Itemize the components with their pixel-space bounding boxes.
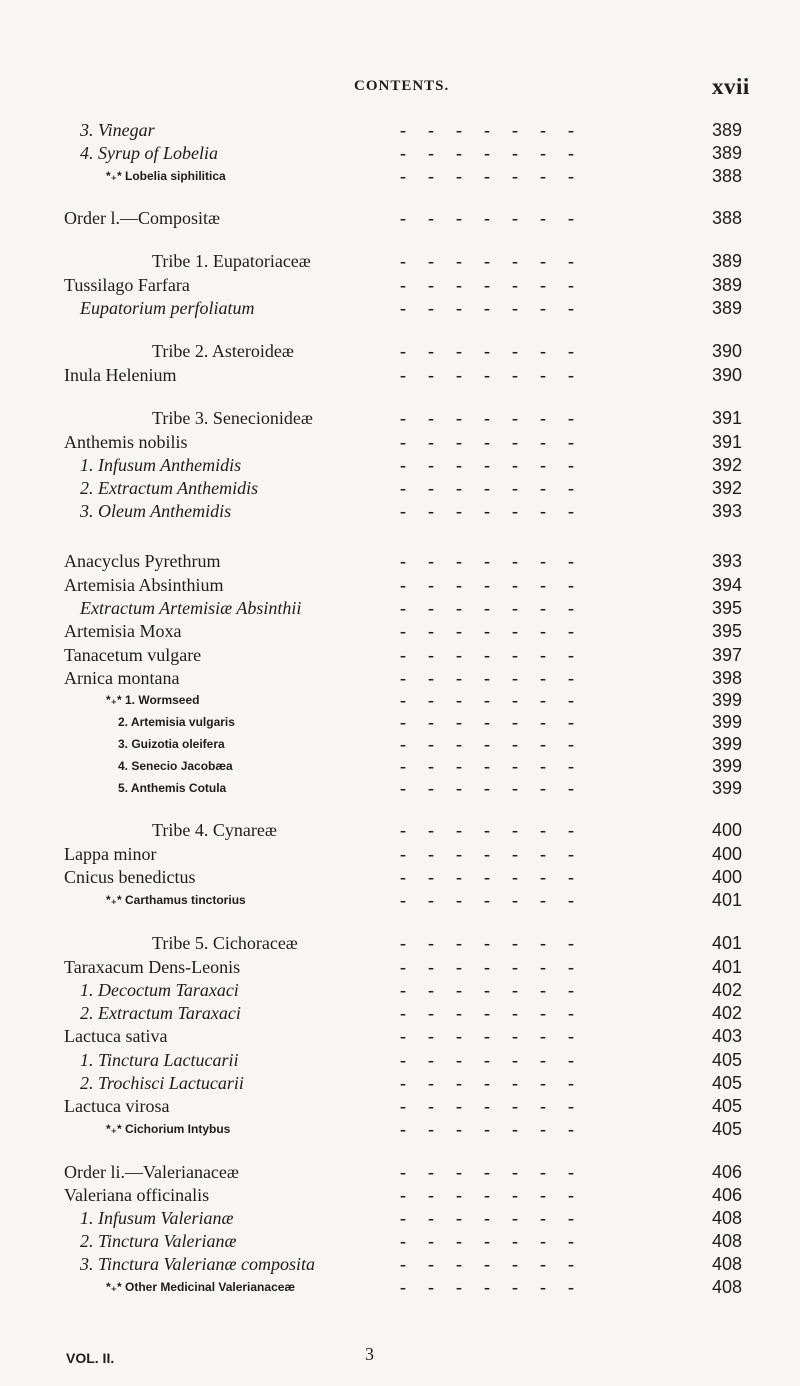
toc-entry (0, 501, 800, 521)
leader-dots: ------- (400, 208, 596, 228)
entry-page-number: 408 (712, 1231, 743, 1251)
toc-entry (0, 867, 800, 887)
entry-page-number: 388 (712, 166, 743, 186)
entry-label: 2. Artemisia vulgaris (118, 715, 235, 729)
leader-dots: ------- (400, 551, 596, 571)
leader-dots: ------- (400, 734, 596, 754)
toc-entry (0, 1073, 800, 1093)
entry-page-number: 400 (712, 820, 743, 840)
toc-entry (0, 408, 800, 428)
entry-page-number: 402 (712, 1003, 743, 1023)
entry-label: Artemisia Moxa (64, 621, 182, 641)
entry-page-number: 403 (712, 1026, 743, 1046)
entry-label: 3. Vinegar (80, 120, 155, 140)
entry-label: Tussilago Farfara (64, 275, 190, 295)
entry-label: *₊* Cichorium Intybus (106, 1122, 231, 1136)
toc-entry (0, 844, 800, 864)
entry-page-number: 390 (712, 341, 743, 361)
toc-entry (0, 275, 800, 295)
toc-entry (0, 690, 800, 710)
entry-page-number: 389 (712, 298, 743, 318)
entry-label: 3. Guizotia oleifera (118, 737, 225, 751)
entry-label: Taraxacum Dens-Leonis (64, 957, 241, 977)
entry-label: Order l.—Compositæ (64, 208, 220, 228)
leader-dots: ------- (400, 341, 596, 361)
entry-page-number: 406 (712, 1162, 743, 1182)
leader-dots: ------- (400, 712, 596, 732)
toc-entry (0, 1050, 800, 1070)
entry-page-number: 392 (712, 478, 743, 498)
entry-page-number: 400 (712, 844, 743, 864)
entry-page-number: 389 (712, 143, 743, 163)
toc-entry (0, 957, 800, 977)
entry-page-number: 399 (712, 734, 743, 754)
entry-label: Arnica montana (64, 668, 180, 688)
running-title: CONTENTS. (354, 78, 450, 94)
entry-label: Anacyclus Pyrethrum (64, 551, 221, 571)
entry-page-number: 401 (712, 957, 743, 977)
leader-dots: ------- (400, 275, 596, 295)
leader-dots: ------- (400, 980, 596, 1000)
entry-page-number: 392 (712, 455, 743, 475)
entry-label: Artemisia Absinthium (64, 575, 224, 595)
entry-page-number: 399 (712, 712, 743, 732)
leader-dots: ------- (400, 501, 596, 521)
entry-label: 3. Tinctura Valerianæ composita (80, 1254, 316, 1274)
leader-dots: ------- (400, 298, 596, 318)
toc-entry (0, 778, 800, 798)
toc-entry (0, 1026, 800, 1046)
toc-entry (0, 1096, 800, 1116)
leader-dots: ------- (400, 455, 596, 475)
leader-dots: ------- (400, 778, 596, 798)
entry-page-number: 389 (712, 251, 743, 271)
toc-entry (0, 621, 800, 641)
entry-page-number: 391 (712, 432, 743, 452)
toc-entry (0, 1003, 800, 1023)
toc-entry (0, 1162, 800, 1182)
entry-page-number: 405 (712, 1119, 743, 1139)
entry-label: Valeriana officinalis (64, 1185, 210, 1205)
entry-label: 1. Tinctura Lactucarii (80, 1050, 239, 1070)
entry-label: Eupatorium perfoliatum (80, 298, 255, 318)
leader-dots: ------- (400, 1162, 596, 1182)
entry-page-number: 401 (712, 933, 743, 953)
leader-dots: ------- (400, 365, 596, 385)
toc-entry (0, 432, 800, 452)
entry-label: Tribe 2. Asteroideæ (152, 341, 294, 361)
leader-dots: ------- (400, 1119, 596, 1139)
entry-page-number: 398 (712, 668, 743, 688)
entry-label: 2. Extractum Anthemidis (80, 478, 259, 498)
entry-page-number: 406 (712, 1185, 743, 1205)
entry-page-number: 408 (712, 1254, 743, 1274)
leader-dots: ------- (400, 668, 596, 688)
leader-dots: ------- (400, 1185, 596, 1205)
leader-dots: ------- (400, 1050, 596, 1070)
leader-dots: ------- (400, 166, 596, 186)
entry-label: 1. Infusum Anthemidis (80, 455, 242, 475)
toc-entry (0, 298, 800, 318)
toc-entry (0, 251, 800, 271)
leader-dots: ------- (400, 1026, 596, 1046)
entry-label: Tribe 3. Senecionideæ (152, 408, 313, 428)
leader-dots: ------- (400, 120, 596, 140)
toc-entry (0, 1231, 800, 1251)
toc-entry (0, 598, 800, 618)
leader-dots: ------- (400, 1073, 596, 1093)
toc-entry (0, 143, 800, 163)
leader-dots: ------- (400, 432, 596, 452)
leader-dots: ------- (400, 251, 596, 271)
leader-dots: ------- (400, 1231, 596, 1251)
toc-entry (0, 645, 800, 665)
leader-dots: ------- (400, 957, 596, 977)
leader-dots: ------- (400, 867, 596, 887)
toc-entry (0, 1277, 800, 1297)
toc-entry (0, 1185, 800, 1205)
leader-dots: ------- (400, 143, 596, 163)
toc-entry (0, 734, 800, 754)
leader-dots: ------- (400, 1003, 596, 1023)
entry-label: 2. Extractum Taraxaci (80, 1003, 241, 1023)
entry-page-number: 397 (712, 645, 743, 665)
entry-label: *₊* 1. Wormseed (106, 693, 200, 707)
entry-page-number: 408 (712, 1277, 743, 1297)
leader-dots: ------- (400, 933, 596, 953)
toc-entry (0, 575, 800, 595)
entry-label: Tribe 5. Cichoraceæ (152, 933, 298, 953)
volume-mark: VOL. II. (66, 1350, 115, 1366)
leader-dots: ------- (400, 645, 596, 665)
entry-page-number: 408 (712, 1208, 743, 1228)
entry-page-number: 389 (712, 275, 743, 295)
toc-entry (0, 756, 800, 776)
page-footer (0, 1344, 800, 1370)
entry-label: Extractum Artemisiæ Absinthii (80, 598, 302, 618)
entry-label: Tanacetum vulgare (64, 645, 202, 665)
leader-dots: ------- (400, 478, 596, 498)
entry-label: 5. Anthemis Cotula (118, 781, 227, 795)
leader-dots: ------- (400, 1254, 596, 1274)
entry-label: *₊* Carthamus tinctorius (106, 893, 246, 907)
entry-label: Anthemis nobilis (64, 432, 188, 452)
entry-page-number: 401 (712, 890, 743, 910)
toc-entry (0, 890, 800, 910)
entry-label: 4. Syrup of Lobelia (80, 143, 218, 163)
leader-dots: ------- (400, 756, 596, 776)
entry-page-number: 402 (712, 980, 743, 1000)
entry-page-number: 395 (712, 621, 743, 641)
entry-page-number: 405 (712, 1096, 743, 1116)
toc-entry (0, 478, 800, 498)
entry-label: Cnicus benedictus (64, 867, 196, 887)
leader-dots: ------- (400, 621, 596, 641)
entry-page-number: 395 (712, 598, 743, 618)
leader-dots: ------- (400, 844, 596, 864)
leader-dots: ------- (400, 820, 596, 840)
toc-entry (0, 120, 800, 140)
entry-label: Lactuca sativa (64, 1026, 168, 1046)
entry-label: 4. Senecio Jacobæa (118, 759, 233, 773)
leader-dots: ------- (400, 408, 596, 428)
leader-dots: ------- (400, 890, 596, 910)
entry-label: 1. Infusum Valerianæ (80, 1208, 234, 1228)
toc-entry (0, 208, 800, 228)
entry-label: *₊* Other Medicinal Valerianaceæ (106, 1280, 296, 1294)
entry-label: 2. Tinctura Valerianæ (80, 1231, 237, 1251)
entry-page-number: 394 (712, 575, 743, 595)
signature-mark: 3 (365, 1344, 374, 1364)
toc-entry (0, 712, 800, 732)
entry-page-number: 393 (712, 501, 743, 521)
entry-page-number: 399 (712, 690, 743, 710)
toc-entry (0, 933, 800, 953)
toc-entry (0, 341, 800, 361)
entry-page-number: 400 (712, 867, 743, 887)
toc-entry (0, 1208, 800, 1228)
toc-entry (0, 551, 800, 571)
entry-page-number: 390 (712, 365, 743, 385)
entry-label: 2. Trochisci Lactucarii (80, 1073, 244, 1093)
toc-entry (0, 980, 800, 1000)
entry-page-number: 399 (712, 778, 743, 798)
toc-entry (0, 668, 800, 688)
entry-label: Tribe 1. Eupatoriaceæ (152, 251, 311, 271)
toc-entry (0, 1119, 800, 1139)
leader-dots: ------- (400, 1096, 596, 1116)
entry-page-number: 399 (712, 756, 743, 776)
leader-dots: ------- (400, 690, 596, 710)
entry-page-number: 405 (712, 1050, 743, 1070)
entry-page-number: 405 (712, 1073, 743, 1093)
toc-entry (0, 166, 800, 186)
toc-entry (0, 820, 800, 840)
toc-entry (0, 455, 800, 475)
page-number: xvii (712, 74, 750, 99)
entry-page-number: 389 (712, 120, 743, 140)
leader-dots: ------- (400, 598, 596, 618)
entry-page-number: 393 (712, 551, 743, 571)
page-header (0, 74, 800, 104)
entry-label: 1. Decoctum Taraxaci (80, 980, 239, 1000)
leader-dots: ------- (400, 1208, 596, 1228)
entry-label: Order li.—Valerianaceæ (64, 1162, 239, 1182)
toc-entry (0, 1254, 800, 1274)
leader-dots: ------- (400, 575, 596, 595)
entry-page-number: 391 (712, 408, 743, 428)
entry-label: *₊* Lobelia siphilitica (106, 169, 226, 183)
entry-label: Lactuca virosa (64, 1096, 170, 1116)
entry-label: Lappa minor (64, 844, 157, 864)
entry-label: 3. Oleum Anthemidis (80, 501, 232, 521)
entry-label: Inula Helenium (64, 365, 177, 385)
entry-label: Tribe 4. Cynareæ (152, 820, 277, 840)
entry-page-number: 388 (712, 208, 743, 228)
toc-entry (0, 365, 800, 385)
leader-dots: ------- (400, 1277, 596, 1297)
